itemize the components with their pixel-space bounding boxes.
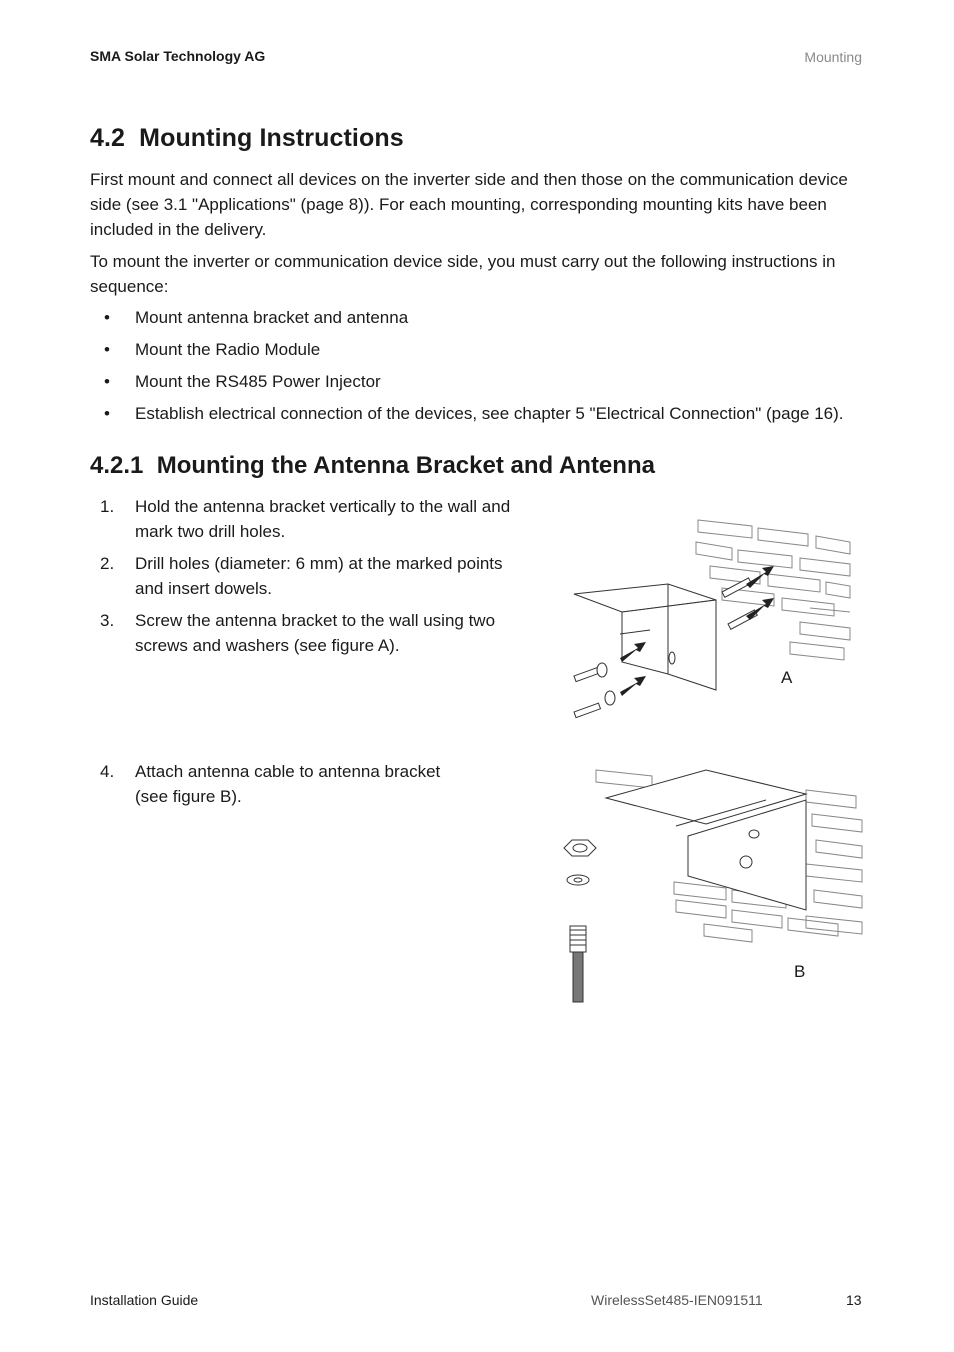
- header-section: Mounting: [804, 49, 862, 65]
- page-number: 13: [846, 1292, 862, 1308]
- figure-b-label: B: [794, 962, 806, 981]
- list-item: • Mount the RS485 Power Injector: [90, 369, 890, 401]
- figure-a-illustration: [560, 512, 860, 732]
- brick-wall: [696, 520, 850, 660]
- step-item: 4. Attach antenna cable to antenna bracket (see figure B).: [100, 762, 441, 806]
- header-company: SMA Solar Technology AG: [90, 48, 266, 64]
- step-4: [90, 759, 470, 816]
- figure-b-illustration: [556, 760, 866, 1010]
- section-title: 4.2 Mounting Instructions: [90, 124, 404, 152]
- list-item: • Mount antenna bracket and antenna: [90, 305, 890, 337]
- screws: [574, 663, 615, 718]
- list-item: • Mount the Radio Module: [90, 337, 890, 369]
- step-item: 3. Screw the antenna bracket to the wall using two screws and washers (see figure A).: [100, 611, 496, 655]
- intro-paragraph: First mount and connect all devices on the inverter side and then those on the communication device side (see 3.1 "Applications" (page 8)). For each mounting, corresponding mounting kits have been included in the delivery.: [90, 170, 848, 239]
- subsection-title: 4.2.1 Mounting the Antenna Bracket and Antenna: [90, 452, 655, 479]
- bullet-icon: •: [104, 308, 110, 327]
- bullet-icon: •: [104, 340, 110, 359]
- figure-a-label: A: [781, 668, 793, 687]
- instruction-paragraph: To mount the inverter or communication device side, you must carry out the following instructions in sequence:: [90, 252, 836, 296]
- antenna-bracket: [606, 770, 806, 910]
- bullet-icon: •: [104, 372, 110, 391]
- step-item: 2. Drill holes (diameter: 6 mm) at the marked points and insert dowels.: [100, 554, 503, 598]
- step-item: 1. Hold the antenna bracket vertically to the wall and mark two drill holes.: [100, 497, 511, 541]
- bullet-list: [90, 305, 890, 433]
- footer-guide: Installation Guide: [90, 1292, 199, 1308]
- footer-doc-id: WirelessSet485-IEN091511: [591, 1292, 763, 1308]
- steps-list: [90, 494, 530, 665]
- bullet-icon: •: [104, 404, 110, 423]
- list-item: • Establish electrical connection of the devices, see chapter 5 "Electrical Connection" (page 16).: [90, 401, 890, 433]
- antenna-connector-icon: [570, 926, 586, 1002]
- nut-icon: [564, 840, 596, 885]
